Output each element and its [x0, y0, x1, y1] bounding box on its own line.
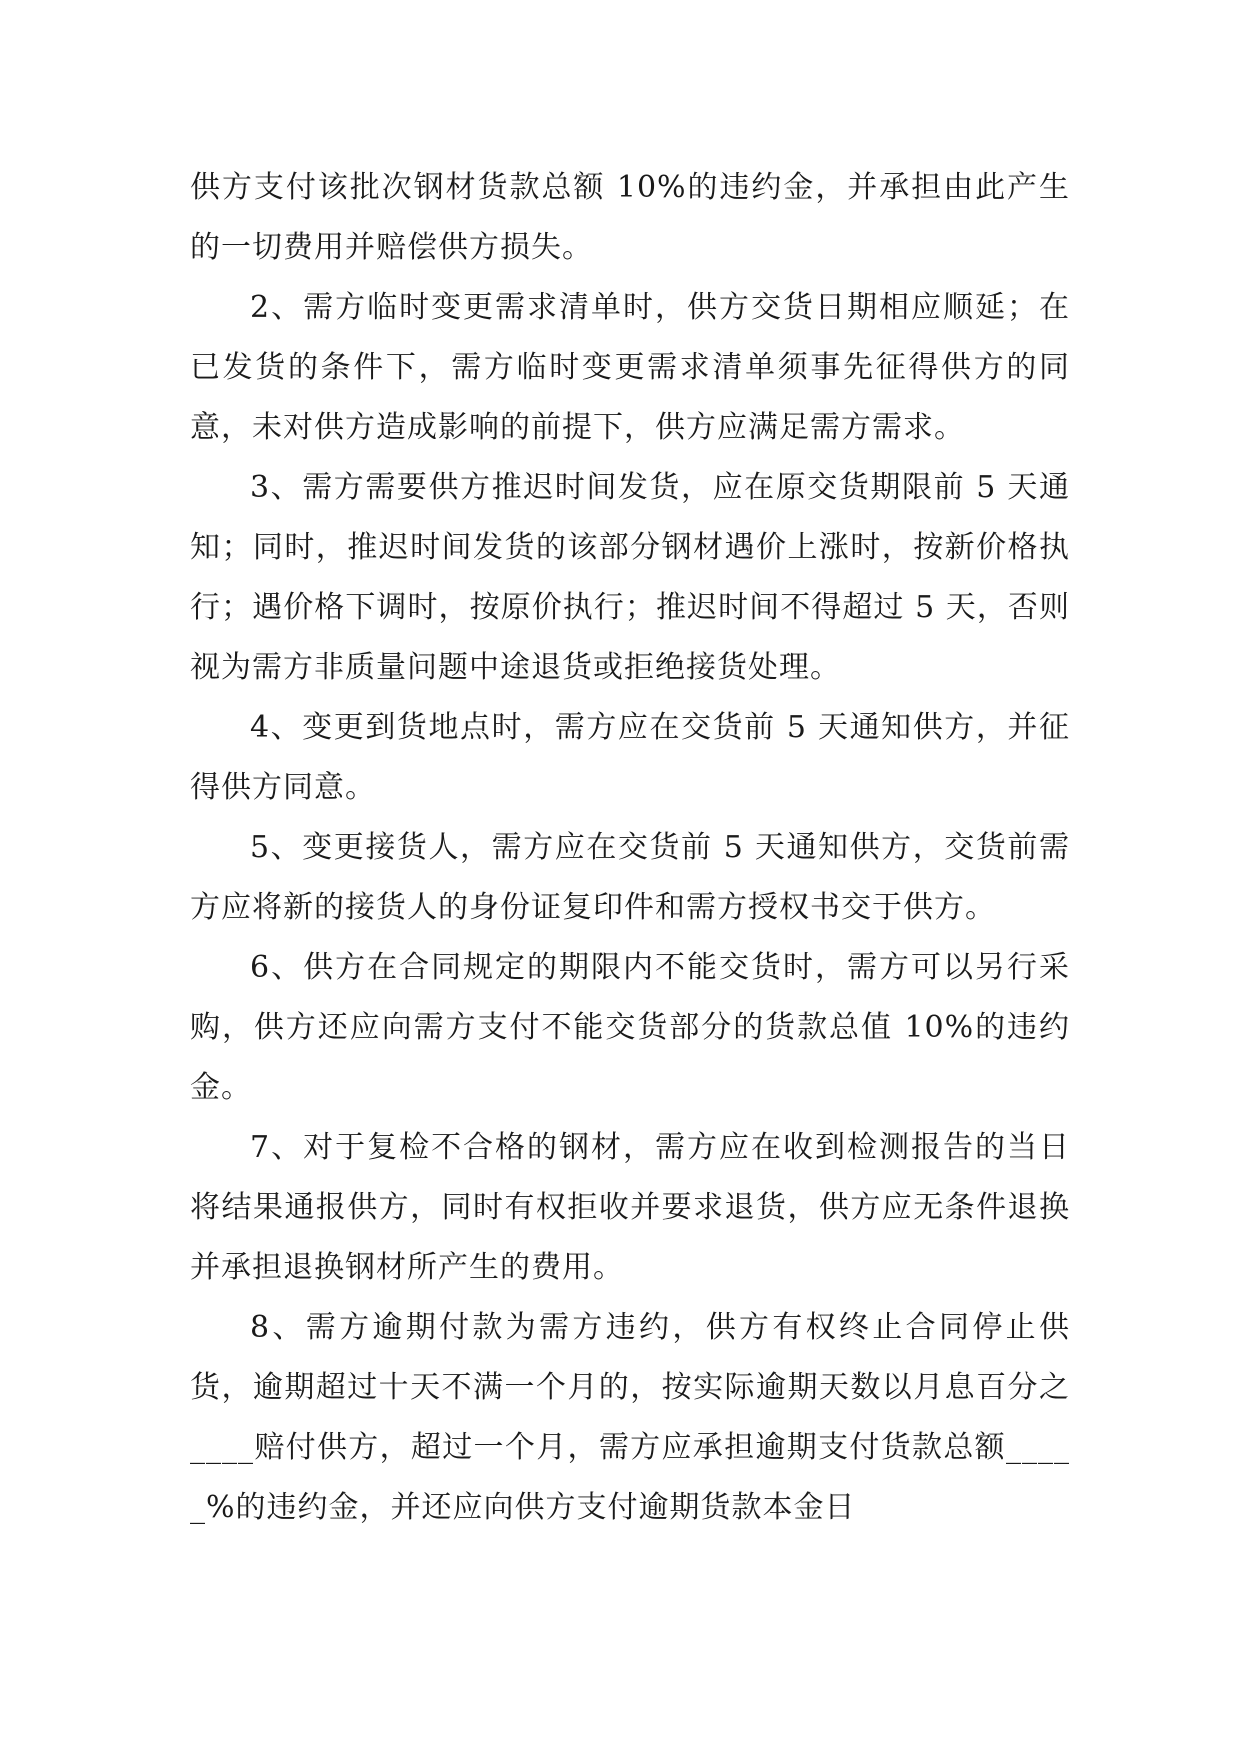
document-body: [190, 158, 1070, 1538]
paragraph-clause-8: 8、需方逾期付款为需方违约，供方有权终止合同停止供货，逾期超过十天不满一个月的，按实际逾期天数以月息百分之____赔付供方，超过一个月，需方应承担逾期支付货款总额_____%的违约金，并还应向供方支付逾期货款本金日: [190, 1310, 1070, 1525]
paragraph-clause-2: 2、需方临时变更需求清单时，供方交货日期相应顺延；在已发货的条件下，需方临时变更需求清单须事先征得供方的同意，未对供方造成影响的前提下，供方应满足需方需求。: [190, 290, 1070, 445]
paragraph-clause-3: 3、需方需要供方推迟时间发货，应在原交货期限前 5 天通知；同时，推迟时间发货的该部分钢材遇价上涨时，按新价格执行；遇价格下调时，按原价执行；推迟时间不得超过 5 天，否则视为需方非质量问题中途退货或拒绝接货处理。: [190, 470, 1070, 685]
paragraph-clause-6: 6、供方在合同规定的期限内不能交货时，需方可以另行采购，供方还应向需方支付不能交货部分的货款总值 10%的违约金。: [190, 950, 1070, 1105]
paragraph-clause-4: 4、变更到货地点时，需方应在交货前 5 天通知供方，并征得供方同意。: [190, 710, 1070, 805]
paragraph-clause-5: 5、变更接货人，需方应在交货前 5 天通知供方，交货前需方应将新的接货人的身份证复印件和需方授权书交于供方。: [190, 830, 1070, 925]
paragraph-continuation: 供方支付该批次钢材货款总额 10%的违约金，并承担由此产生的一切费用并赔偿供方损失。: [190, 170, 1070, 265]
paragraph-clause-7: 7、对于复检不合格的钢材，需方应在收到检测报告的当日将结果通报供方，同时有权拒收并要求退货，供方应无条件退换并承担退换钢材所产生的费用。: [190, 1130, 1070, 1285]
